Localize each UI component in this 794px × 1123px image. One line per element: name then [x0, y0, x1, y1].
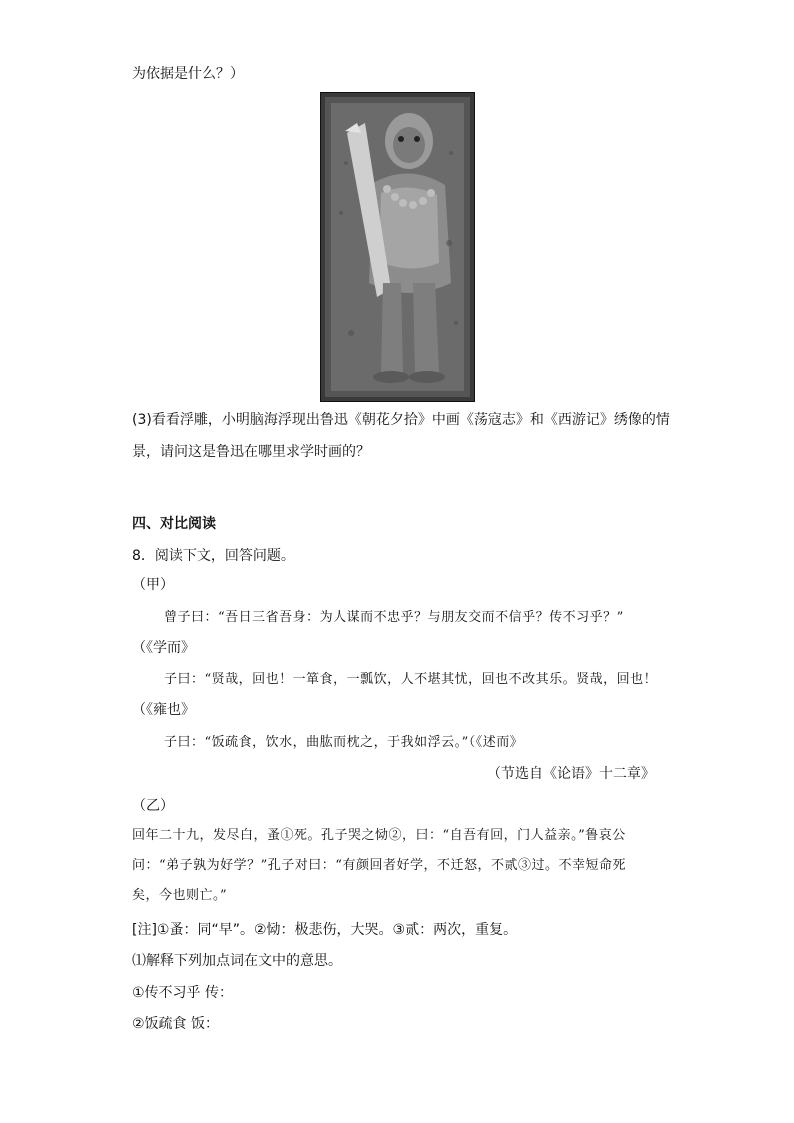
item-1: ①传不习乎 传： [132, 985, 234, 1001]
annotation-note: [注]①蚤：同“早”。②恸：极悲伤，大哭。③贰：两次，重复。 [132, 922, 518, 938]
jia-label: （甲） [132, 577, 174, 593]
q3-line2: 景，请问这是鲁迅在哪里求学时画的？ [132, 444, 370, 460]
item-2: ②饭疏食 饭： [132, 1016, 220, 1032]
yi-line-1: 回年二十九，发尽白，蚤①死。孔子哭之恸②，曰：“自吾有回，门人益亲。”鲁哀公 [132, 828, 626, 843]
subquestion-1: ⑴解释下列加点词在文中的意思。 [132, 953, 342, 969]
q8-prompt: 8．阅读下文，回答问题。 [132, 548, 295, 564]
jia-paragraph-3: 子曰：“饭疏食，饮水，曲肱而枕之，于我如浮云。”（《述而》 [164, 735, 524, 750]
yi-line-2: 问：“弟子孰为好学？”孔子对曰：“有颜回者好学，不迁怒，不贰③过。不幸短命死 [132, 858, 626, 873]
section-heading: 四、对比阅读 [132, 516, 216, 532]
question-tail: 为依据是什么？） [132, 66, 244, 82]
yi-label: （乙） [132, 798, 174, 814]
yi-line-3: 矣，今也则亡。” [132, 888, 228, 903]
jia-paragraph-1: 曾子曰：“吾日三省吾身：为人谋而不忠乎？与朋友交而不信乎？传不习乎？” [164, 610, 624, 625]
warrior-relief-icon [321, 93, 474, 401]
jia-source-2: （《雍也》 [132, 702, 195, 718]
jia-source-1: （《学而》 [132, 640, 195, 656]
jia-source-note: （节选自《论语》十二章》 [487, 766, 655, 782]
jia-paragraph-2: 子曰：“贤哉，回也！一箪食，一瓢饮，人不堪其忧，回也不改其乐。贤哉，回也！ [164, 672, 658, 687]
stone-relief-image [320, 92, 475, 402]
q3-line1: (3)看看浮雕，小明脑海浮现出鲁迅《朝花夕拾》中画《荡寇志》和《西游记》绣像的情 [132, 412, 670, 428]
